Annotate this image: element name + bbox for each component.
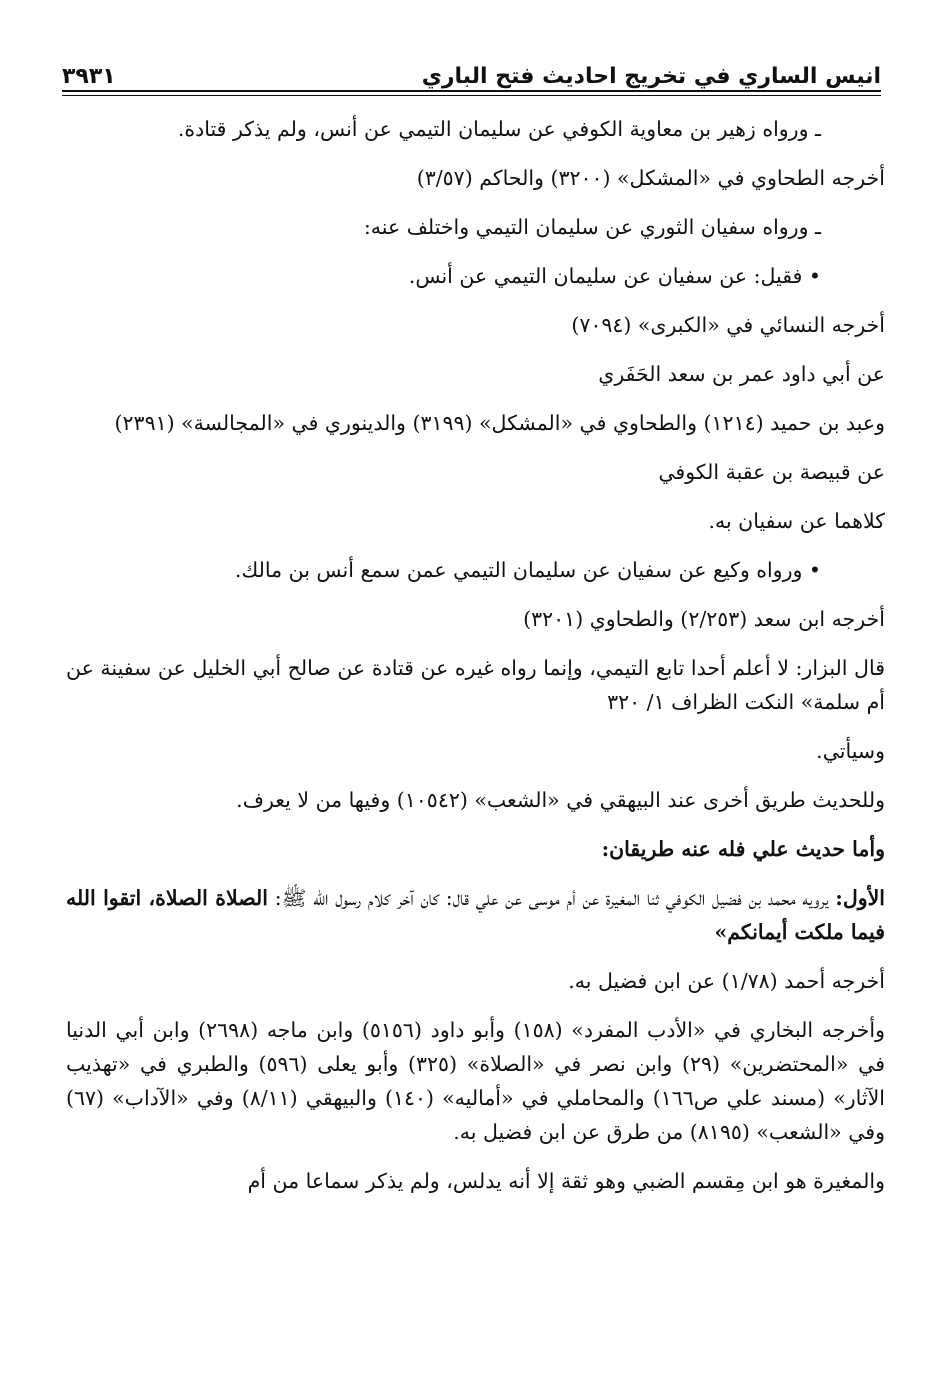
paragraph: • ورواه وكيع عن سفيان عن سليمان التيمي عمن سمع أنس بن مالك.	[234, 558, 821, 582]
paragraph: عن أبي داود عمر بن سعد الحَفَري	[598, 362, 885, 386]
paragraph-text: يرويه محمد بن فضيل الكوفي ثنا المغيرة عن أم موسى عن علي قال: كان آخر كلام رسول الله ﷺ:	[267, 886, 836, 910]
paragraph: قال البزار: لا أعلم أحدا تابع التيمي، وإنما رواه غيره عن قتادة عن صالح أبي الخليل عن سفينة عن أم سلمة» النكت الظراف ١/ ٣٢٠	[66, 656, 885, 714]
paragraph: ـ ورواه سفيان الثوري عن سليمان التيمي واختلف عنه:	[363, 215, 821, 239]
paragraph: عن قبيصة بن عقبة الكوفي	[658, 460, 885, 484]
paragraph: • فقيل: عن سفيان عن سليمان التيمي عن أنس.	[408, 264, 821, 288]
paragraph: أخرجه الطحاوي في «المشكل» (٣٢٠٠) والحاكم (٣/٥٧)	[416, 166, 885, 190]
book-title: انيس الساري في تخريج احاديث فتح الباري	[421, 64, 881, 89]
paragraph: أخرجه النسائي في «الكبرى» (٧٠٩٤)	[571, 313, 885, 337]
header-rule-thin	[62, 95, 881, 96]
running-header	[62, 50, 881, 90]
paragraph: أخرجه ابن سعد (٢/٢٥٣) والطحاوي (٣٢٠١)	[523, 607, 885, 631]
body-text	[66, 112, 885, 1213]
page-number: ٣٩٣١	[62, 64, 116, 89]
paragraph: ـ ورواه زهير بن معاوية الكوفي عن سليمان التيمي عن أنس، ولم يذكر قتادة.	[177, 117, 821, 141]
hadith-quote: الصلاة الصلاة، اتقوا الله فيما ملكت أيمانكم»	[66, 886, 885, 944]
header-rule	[62, 90, 881, 92]
paragraph: كلاهما عن سفيان به.	[708, 509, 885, 533]
paragraph: أخرجه أحمد (١/٧٨) عن ابن فضيل به.	[568, 969, 885, 993]
paragraph: وسيأتي.	[816, 739, 885, 763]
paragraph: وللحديث طريق أخرى عند البيهقي في «الشعب» (١٠٥٤٢) وفيها من لا يعرف.	[236, 788, 885, 812]
lead-label: الأول:	[835, 886, 885, 910]
paragraph: وعبد بن حميد (١٢١٤) والطحاوي في «المشكل» (٣١٩٩) والدينوري في «المجالسة» (٢٣٩١)	[114, 411, 885, 435]
paragraph-first-route	[66, 881, 885, 949]
paragraph: وأخرجه البخاري في «الأدب المفرد» (١٥٨) وأبو داود (٥١٥٦) وابن ماجه (٢٦٩٨) وابن أبي الدنيا في «المحتضرين» (٢٩) وابن نصر في «الصلاة» (٣٢٥) وأبو يعلى (٥٩٦) والطبري في «تهذيب الآثار» (مسند علي ص١٦٦) والمحاملي في «أماليه» (١٤٠) والبيهقي (٨/١١) وفي «الآداب» (٦٧) وفي «الشعب» (٨١٩٥) من طرق عن ابن فضيل به.	[66, 1018, 885, 1144]
section-heading: وأما حديث علي فله عنه طريقان:	[601, 837, 885, 861]
paragraph: والمغيرة هو ابن مِقسم الضبي وهو ثقة إلا أنه يدلس، ولم يذكر سماعا من أم	[247, 1169, 885, 1193]
